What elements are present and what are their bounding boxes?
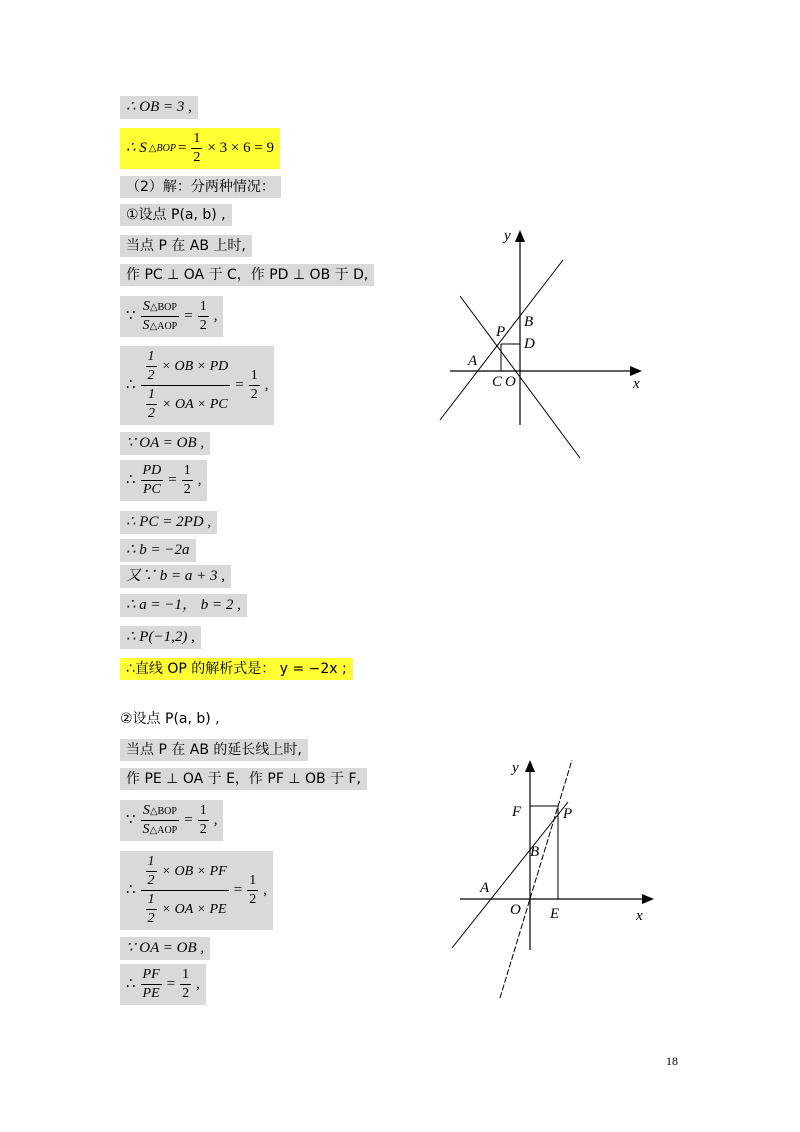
fraction-half (198, 300, 209, 333)
text-line: ∴ a = −1， b = 2 , (120, 594, 247, 617)
oa-equals-ob-1 (120, 432, 210, 455)
y-axis-arrow (515, 230, 525, 242)
area-symbol: S (142, 299, 150, 314)
area-subscript: △BOP (148, 142, 176, 154)
fraction-denominator: 2 (183, 482, 191, 497)
math-box (120, 964, 206, 1005)
fraction-numerator: 1 (146, 388, 157, 405)
equals: = (235, 377, 244, 393)
fraction-numerator: 1 (146, 350, 157, 367)
denominator-text: × OA × PE (161, 901, 227, 917)
fraction-denominator: 2 (147, 911, 155, 926)
figure-1-coordinate-diagram (430, 220, 660, 470)
math-box (120, 296, 223, 337)
figure-2-coordinate-diagram (440, 750, 670, 1010)
fraction-numerator: 1 (191, 132, 202, 149)
compound-fraction (141, 855, 229, 926)
label-b: B (530, 844, 540, 860)
compound-fraction (141, 350, 231, 421)
area-fraction (141, 804, 180, 837)
comma: , (196, 976, 200, 992)
line-op-equation (120, 658, 353, 680)
because-symbol: ∵ (126, 812, 136, 828)
comma: , (213, 812, 218, 828)
text-line: （2）解：分两种情况： (120, 176, 281, 198)
comma: , (264, 377, 269, 393)
highlight-text: ∴直线 OP 的解析式是： y = −2x ; (120, 658, 353, 680)
step-area-bop (120, 128, 280, 169)
fraction-half (198, 804, 209, 837)
numerator-text: × OB × PF (161, 863, 227, 879)
text-line: ②设点 P(a, b) , (120, 711, 220, 727)
label-p: P (563, 806, 573, 822)
fraction-half (182, 464, 193, 497)
x-axis-arrow (630, 366, 642, 376)
therefore-symbol: ∴ (126, 882, 136, 898)
math-box (120, 460, 207, 501)
fraction-half (146, 388, 157, 421)
fraction-denominator (141, 317, 180, 333)
label-a: A (480, 880, 490, 896)
pd-pc-fraction (141, 464, 164, 497)
fraction-numerator: 1 (198, 300, 209, 317)
area-ratio-1 (120, 296, 223, 337)
equals: = (168, 472, 177, 488)
text-line: ∵ OA = OB , (120, 937, 210, 960)
comma: , (213, 308, 218, 324)
part-2-heading (120, 176, 281, 198)
label-p: P (496, 324, 506, 340)
label-x: x (633, 376, 640, 392)
b-equals-a-plus-3 (120, 565, 231, 588)
fraction-half (146, 893, 157, 926)
fraction-numerator: 1 (249, 369, 260, 386)
fraction-half (146, 350, 157, 383)
area-symbol: S (142, 822, 150, 837)
fraction-denominator: 2 (250, 387, 258, 402)
math-box (120, 800, 223, 841)
area-fraction (141, 300, 180, 333)
therefore-symbol: ∴ (126, 472, 136, 488)
equals: = (177, 140, 187, 156)
denominator-text: × OA × PC (162, 396, 228, 412)
math-box (120, 346, 274, 425)
product-text: × 3 × 6 = 9 (207, 140, 275, 156)
fraction-numerator: PD (141, 464, 164, 481)
step-ob-equals-3 (120, 96, 198, 119)
fraction-denominator: 2 (147, 873, 155, 888)
point-p-result (120, 626, 201, 649)
label-f: F (512, 804, 522, 820)
fraction-half (146, 855, 157, 888)
dashed-line-op (500, 760, 572, 998)
label-a: A (468, 353, 478, 369)
text-line: 当点 P 在 AB 的延长线上时, (120, 739, 308, 761)
equals: = (184, 308, 193, 324)
equals: = (166, 976, 176, 992)
b-equals-minus-2a (120, 539, 196, 562)
line-ab (440, 260, 563, 420)
text-line: ∴ P(−1,2) , (120, 626, 201, 649)
therefore-symbol: ∴ (126, 976, 136, 992)
fraction-denominator: 2 (148, 406, 156, 421)
fraction-denominator (141, 386, 230, 421)
pc-equals-2pd (120, 511, 217, 534)
fraction-half (180, 968, 191, 1001)
oa-equals-ob-2 (120, 937, 210, 960)
fraction-half (191, 132, 202, 165)
area-subscript: △AOP (149, 825, 178, 836)
comma: , (263, 882, 267, 898)
equals: = (233, 882, 243, 898)
case-1-construction (120, 264, 374, 286)
fraction-denominator: 2 (147, 368, 155, 383)
case-2-condition (120, 739, 308, 761)
fraction-numerator: PF (141, 968, 162, 985)
text-line: 当点 P 在 AB 上时, (120, 235, 252, 257)
label-x: x (636, 908, 643, 924)
fraction-numerator: 1 (146, 893, 157, 910)
label-c: C (492, 374, 503, 390)
fraction-numerator (141, 804, 179, 821)
label-y: y (504, 228, 511, 244)
pf-pe-ratio (120, 964, 206, 1005)
pf-pe-fraction (141, 968, 162, 1001)
area-subscript: △AOP (149, 321, 178, 332)
area-formula-1 (120, 346, 274, 425)
fraction-denominator: PE (142, 986, 160, 1001)
comma: , (197, 472, 202, 488)
fraction-numerator: 1 (247, 874, 258, 891)
math-box (120, 851, 273, 930)
y-axis-arrow (525, 760, 535, 772)
page-number: 18 (666, 1054, 678, 1068)
label-o: O (505, 374, 516, 390)
fraction-denominator: 2 (199, 822, 207, 837)
text-line: ∴ PC = 2PD , (120, 511, 217, 534)
text-line: ①设点 P(a, b) , (120, 204, 232, 226)
because-symbol: ∵ (126, 308, 136, 324)
fraction-numerator (141, 855, 229, 891)
label-d: D (524, 336, 535, 352)
fraction-numerator: 1 (146, 855, 157, 872)
fraction-denominator (141, 891, 229, 926)
text-line: 作 PC ⊥ OA 于 C，作 PD ⊥ OB 于 D, (120, 264, 374, 286)
fraction-denominator (141, 821, 180, 837)
therefore-symbol: ∴ (126, 377, 136, 393)
text-line: ∴ OB = 3 , (120, 96, 198, 119)
solve-a-b (120, 594, 247, 617)
x-axis-arrow (642, 894, 654, 904)
fraction-denominator: 2 (199, 318, 207, 333)
fraction-denominator: PC (142, 482, 161, 497)
fraction-numerator: 1 (180, 968, 191, 985)
numerator-text: × OB × PD (161, 358, 229, 374)
area-subscript: △BOP (149, 302, 177, 313)
fraction-numerator: 1 (198, 804, 209, 821)
fraction-half (249, 369, 260, 402)
area-symbol: S (142, 803, 150, 818)
case-1-set-point (120, 204, 232, 226)
fraction-numerator (141, 300, 179, 317)
fraction-denominator: 2 (193, 150, 201, 165)
case-2-set-point (120, 708, 226, 730)
text-line: ∵ OA = OB , (120, 432, 210, 455)
area-formula-2 (120, 851, 273, 930)
label-o: O (510, 902, 521, 918)
text-line: 又∵ b = a + 3 , (120, 565, 231, 588)
case-1-condition (120, 235, 252, 257)
fraction-denominator: 2 (182, 986, 190, 1001)
label-e: E (550, 906, 560, 922)
fraction-numerator (141, 350, 231, 386)
text-line: 作 PE ⊥ OA 于 E，作 PF ⊥ OB 于 F, (120, 768, 367, 790)
fraction-numerator: 1 (182, 464, 193, 481)
pd-pc-ratio (120, 460, 207, 501)
area-symbol: S (142, 318, 150, 333)
text-line: ∴ b = −2a (120, 539, 196, 562)
label-b: B (524, 314, 534, 330)
line-ab-extended (452, 802, 568, 948)
equals: = (184, 812, 193, 828)
highlight-box (120, 128, 280, 169)
label-y: y (512, 760, 519, 776)
case-2-construction (120, 768, 367, 790)
area-ratio-2 (120, 800, 223, 841)
fraction-denominator: 2 (249, 892, 257, 907)
area-subscript: △BOP (149, 806, 177, 817)
fraction-half (247, 874, 258, 907)
area-symbol: ∴ S (126, 140, 147, 156)
